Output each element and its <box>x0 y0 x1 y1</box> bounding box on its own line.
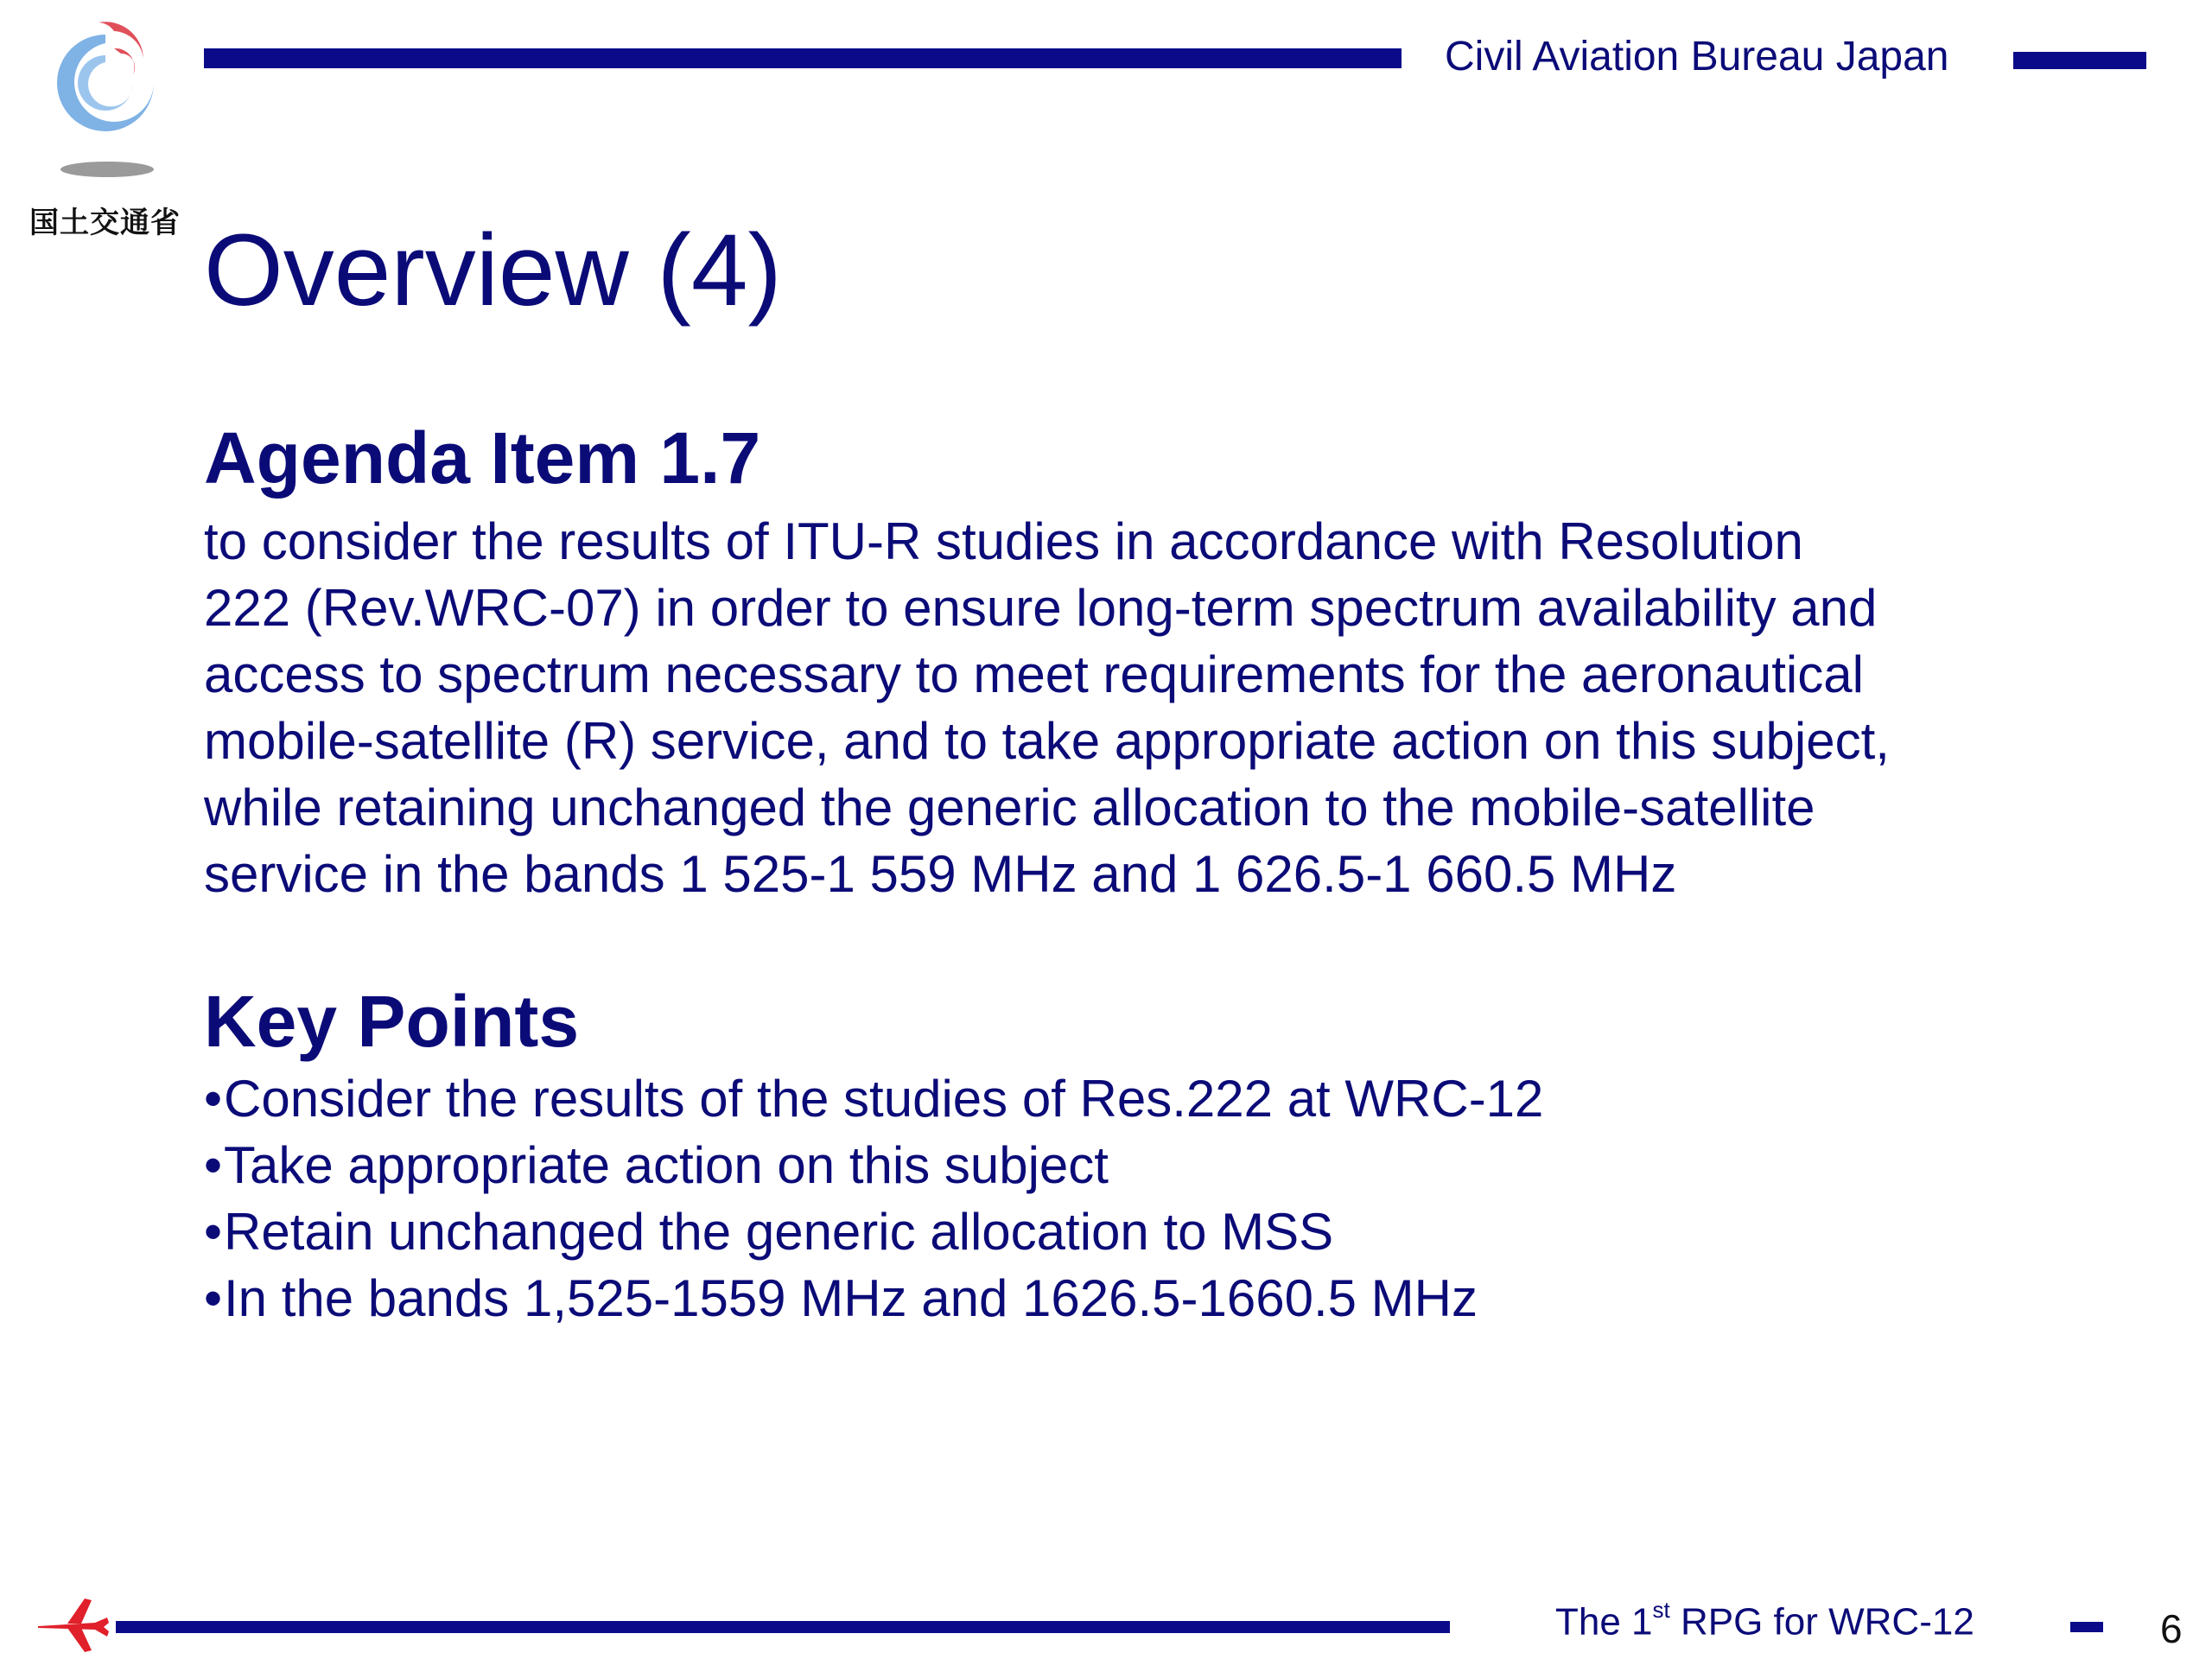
agenda-line: service in the bands 1 525-1 559 MHz and 1 626.5-1 660.5 MHz <box>204 845 1677 903</box>
key-points-heading: Key Points <box>204 981 580 1062</box>
key-point-text: Take appropriate action on this subject <box>224 1136 1109 1194</box>
key-point-text: In the bands 1,525-1559 MHz and 1626.5-1660.5 MHz <box>224 1269 1478 1327</box>
agenda-line: while retaining unchanged the generic allocation to the mobile-satellite <box>204 779 1815 836</box>
agenda-text <box>204 508 2131 907</box>
mlit-swirl-logo-icon <box>31 14 180 178</box>
footer-caption-suffix: RPG for WRC-12 <box>1669 1600 1974 1643</box>
bullet-icon: • <box>204 1136 223 1194</box>
footer-accent-bar <box>2070 1622 2103 1632</box>
footer-caption-superscript: st <box>1652 1597 1670 1623</box>
footer-caption-prefix: The 1 <box>1555 1600 1653 1643</box>
bullet-icon: • <box>204 1203 223 1261</box>
header-rule <box>204 48 1402 68</box>
agenda-line: 222 (Rev.WRC-07) in order to ensure long-term spectrum availability and <box>204 579 1878 637</box>
slide-title: Overview (4) <box>204 213 782 327</box>
key-points-list <box>204 1065 1543 1332</box>
agenda-line: mobile-satellite (R) service, and to take appropriate action on this subject, <box>204 712 1890 770</box>
ministry-name: 国土交通省 <box>29 207 181 239</box>
list-item <box>204 1132 1543 1198</box>
bullet-icon: • <box>204 1070 223 1128</box>
list-item <box>204 1065 1543 1132</box>
agenda-heading: Agenda Item 1.7 <box>204 417 761 499</box>
list-item <box>204 1265 1543 1332</box>
list-item <box>204 1198 1543 1265</box>
page-number: 6 <box>2160 1606 2183 1651</box>
footer-rule <box>116 1621 1450 1633</box>
key-point-text: Consider the results of the studies of Res.222 at WRC-12 <box>224 1070 1544 1128</box>
footer-caption <box>1555 1597 1974 1644</box>
header-organization: Civil Aviation Bureau Japan <box>1445 34 1949 79</box>
header-accent-bar <box>2013 52 2146 69</box>
airplane-icon <box>35 1595 112 1656</box>
bullet-icon: • <box>204 1269 223 1327</box>
agenda-line: to consider the results of ITU-R studies in accordance with Resolution <box>204 512 1803 570</box>
agenda-line: access to spectrum necessary to meet requirements for the aeronautical <box>204 645 1864 703</box>
key-point-text: Retain unchanged the generic allocation to MSS <box>224 1203 1334 1261</box>
